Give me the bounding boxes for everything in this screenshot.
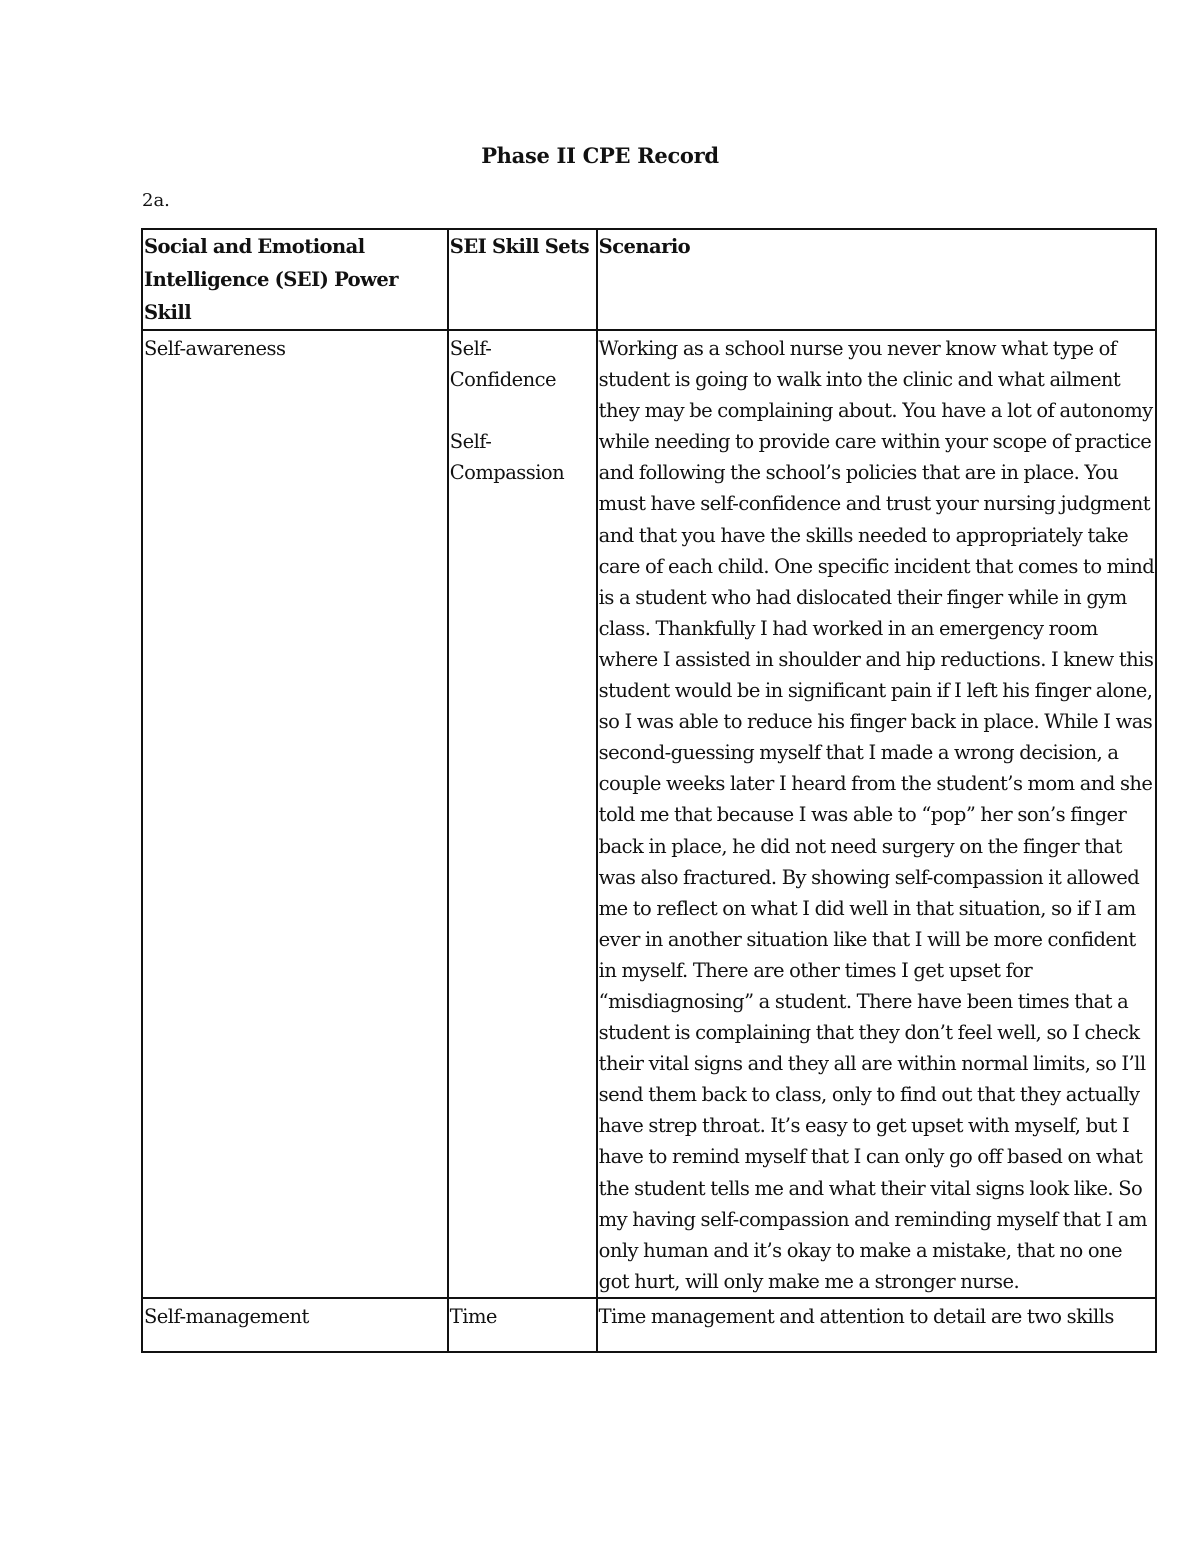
table-row — [142, 330, 1156, 1298]
table-header-row — [142, 229, 1156, 330]
page-title: Phase II CPE Record — [481, 143, 719, 168]
skill-set-item: Self-Compassion — [449, 430, 565, 485]
power-skill-cell: Self-awareness — [142, 330, 448, 1298]
header-power-skill: Social and Emotional Intelligence (SEI) Power Skill — [142, 229, 448, 330]
skill-sets-cell — [448, 330, 597, 1298]
scenario-cell: Time management and attention to detail are two skills — [597, 1298, 1156, 1352]
sei-record-table — [141, 228, 1157, 1353]
power-skill-cell: Self-management — [142, 1298, 448, 1352]
scenario-cell: Working as a school nurse you never know what type of student is going to walk into the clinic and what ailment they may be complaining about. You have a lot of autonomy while needing to provide care within your scope of practice and following the school’s policies that are in place. You must have self-confidence and trust your nursing judgment and that you have the skills needed to appropriately take care of each child. One specific incident that comes to mind is a student who had dislocated their finger while in gym class. Thankfully I had worked in an emergency room where I assisted in shoulder and hip reductions. I knew this student would be in significant pain if I left his finger alone, so I was able to reduce his finger back in place. While I was second-guessing myself that I made a wrong decision, a couple weeks later I heard from the student’s mom and she told me that because I was able to “pop” her son’s finger back in place, he did not need surgery on the finger that was also fractured. By showing self-compassion it allowed me to reflect on what I did well in that situation, so if I am ever in another situation like that I will be more confident in myself. There are other times I get upset for “misdiagnosing” a student. There have been times that a student is complaining that they don’t feel well, so I check their vital signs and they all are within normal limits, so I’ll send them back to class, only to find out that they actually have strep throat. It’s easy to get upset with myself, but I have to remind myself that I can only go off based on what the student tells me and what their vital signs look like. So my having self-compassion and reminding myself that I am only human and it’s okay to make a mistake, that no one got hurt, will only make me a stronger nurse. — [597, 330, 1156, 1298]
skill-sets-cell — [448, 1298, 597, 1352]
table-row — [142, 1298, 1156, 1352]
skill-set-item: Time — [449, 1304, 497, 1328]
header-skill-sets: SEI Skill Sets — [448, 229, 597, 330]
skill-set-item: Self-Confidence — [449, 337, 557, 392]
header-scenario: Scenario — [597, 229, 1156, 330]
skill-set-spacer — [450, 395, 596, 426]
section-label: 2a. — [142, 190, 170, 211]
